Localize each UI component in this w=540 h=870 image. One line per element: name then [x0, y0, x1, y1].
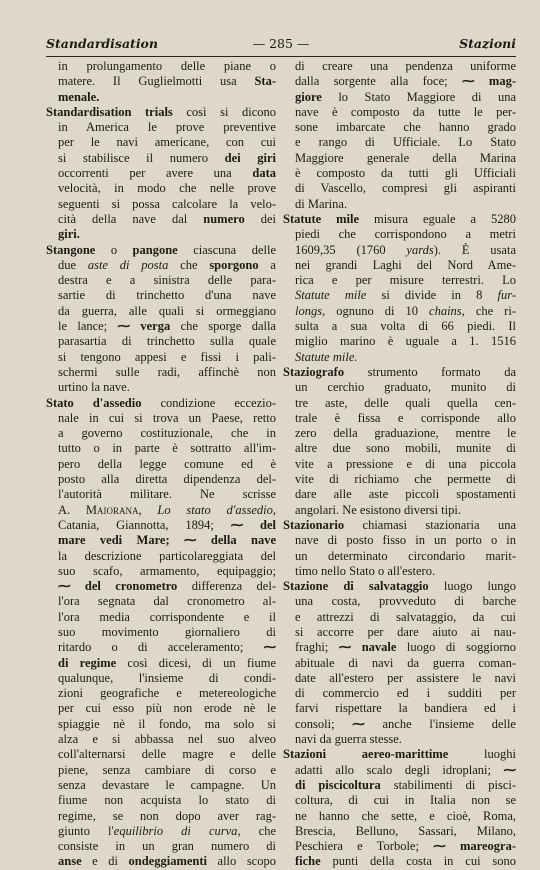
- text-line: [283, 594, 516, 609]
- text-segment: si divide in 8: [366, 288, 498, 303]
- text-line: [46, 288, 276, 303]
- text-segment: posto alla diretta dipendenza del-: [58, 472, 276, 487]
- left-column: [46, 59, 276, 870]
- text-segment: e attrezzi di salvataggio, da cui: [295, 609, 516, 624]
- text-segment: a: [258, 257, 276, 272]
- text-line: [46, 319, 276, 334]
- headword: di regime: [58, 655, 117, 670]
- text-segment: nale in cui si trova un Paese, retto: [58, 410, 276, 425]
- headword: ⁓ mareogra-: [433, 839, 516, 854]
- text-segment: si stabilisce il numero: [58, 150, 225, 165]
- text-segment: Brescia, Belluno, Sassari, Milano,: [295, 823, 516, 838]
- text-segment: di Marina.: [295, 196, 348, 211]
- text-segment: o: [95, 242, 133, 257]
- text-segment: regime, se non dopo aver rag-: [58, 808, 276, 823]
- text-line: [283, 243, 516, 258]
- headword: ⁓: [352, 716, 365, 731]
- text-line: [46, 151, 276, 166]
- text-line: [46, 701, 276, 716]
- text-segment: allo scopo: [207, 854, 276, 869]
- text-segment: abituale di navi da guerra coman-: [295, 655, 516, 670]
- headword: giri.: [58, 227, 80, 242]
- text-segment: anche l'insieme delle: [364, 716, 516, 731]
- text-segment: condizione eccezio-: [141, 395, 277, 410]
- text-line: [46, 304, 276, 319]
- text-line: [46, 380, 276, 395]
- text-line: [283, 74, 516, 89]
- text-line: [46, 640, 276, 655]
- text-line: [283, 197, 516, 212]
- text-segment: zioni geografiche e metereologiche: [58, 686, 276, 701]
- text-line: [283, 824, 516, 839]
- text-line: [283, 380, 516, 395]
- text-segment: nei grandi Laghi del Nord Ame-: [295, 257, 516, 272]
- text-segment: punti della costa in cui sono: [320, 854, 516, 869]
- text-segment: trale è fissa e corrisponde allo: [295, 410, 516, 425]
- text-line: [46, 671, 276, 686]
- text-segment: luoghi: [448, 747, 516, 762]
- text-segment: tutto o in parte è sottratto all'im-: [58, 441, 276, 456]
- text-segment: qualunque, l'insieme di condi-: [58, 670, 276, 685]
- text-segment: coltura, di cui in Italia non se: [295, 793, 516, 808]
- text-line: [46, 763, 276, 778]
- text-line: [283, 518, 516, 533]
- text-segment: zero della graduazione, mentre le: [295, 426, 516, 441]
- text-segment: una costa, provveduto di barche: [295, 594, 516, 609]
- text-line: [283, 839, 516, 854]
- headword: ⁓ mag-: [462, 74, 517, 89]
- text-line: [46, 441, 276, 456]
- text-line: [46, 426, 276, 441]
- text-segment: angolari. Ne esistono diversi tipi.: [295, 502, 461, 517]
- text-line: [283, 288, 516, 303]
- text-segment: schermi sulle radi, affinchè non: [58, 364, 276, 379]
- text-segment: fiume non acquista lo stato di: [58, 793, 276, 808]
- text-line: [283, 365, 516, 380]
- text-segment: stabilimenti di pisci-: [380, 777, 516, 792]
- text-line: [46, 656, 276, 671]
- text-line: [46, 503, 276, 518]
- italic-text: aste di posta: [87, 257, 169, 272]
- right-column: [283, 59, 516, 870]
- text-line: [283, 426, 516, 441]
- headword: Stazionario: [283, 517, 345, 532]
- text-line: [46, 487, 276, 502]
- headword: menale.: [58, 89, 100, 104]
- text-line: [46, 839, 276, 854]
- text-line: [283, 166, 516, 181]
- text-line: [283, 610, 516, 625]
- text-line: [46, 717, 276, 732]
- text-segment: , che: [237, 823, 276, 838]
- italic-text: Statute mile: [295, 288, 367, 303]
- headword: fiche: [295, 854, 321, 869]
- text-segment: 1609,35 (1760: [295, 242, 407, 257]
- text-segment: sone imbarcate che hanno grado: [295, 120, 516, 135]
- text-segment: sulta a sua volta di 66 piedi. Il: [295, 319, 516, 334]
- text-line: [283, 472, 516, 487]
- text-line: [283, 579, 516, 594]
- text-line: [46, 212, 276, 227]
- text-line: [46, 334, 276, 349]
- text-segment: ). È usata: [433, 242, 516, 257]
- text-segment: vite a pressione e di una piccola: [295, 456, 516, 471]
- text-segment: timo nello Stato o all'estero.: [295, 563, 436, 578]
- text-line: [283, 656, 516, 671]
- text-line: [46, 732, 276, 747]
- running-header: [46, 36, 516, 54]
- text-segment: a governo costituzionale, che in: [58, 426, 276, 441]
- headword: pangone: [132, 242, 178, 257]
- text-segment: rica e per misure terrestri. Lo: [295, 273, 516, 288]
- text-line: [46, 594, 276, 609]
- text-line: [283, 258, 516, 273]
- text-segment: senza devastare le campagne. Un: [58, 777, 276, 792]
- text-segment: luogo di soggiorno: [396, 640, 516, 655]
- text-segment: che sporge dalla: [170, 319, 276, 334]
- headword: giore: [295, 89, 322, 104]
- text-line: [283, 747, 516, 762]
- text-line: [46, 227, 276, 242]
- text-line: [46, 59, 276, 74]
- text-line: [283, 854, 516, 869]
- headword: ⁓: [503, 762, 516, 777]
- text-line: [46, 181, 276, 196]
- text-segment: miglio marino è uguale a 1. 1516: [295, 334, 516, 349]
- text-line: [46, 243, 276, 258]
- text-segment: navi da guerra stesse.: [295, 732, 402, 747]
- text-segment: giunto l': [58, 823, 114, 838]
- text-line: [283, 441, 516, 456]
- italic-text: Lo stato d'assedio: [157, 502, 273, 517]
- headword: Sta-: [254, 74, 276, 89]
- header-rule: [46, 56, 516, 57]
- headword: ⁓ del: [230, 517, 276, 532]
- text-line: [46, 854, 276, 869]
- text-segment: da guerra, alle quali si ormeggiano: [58, 303, 276, 318]
- text-segment: nave è composto da tutte le per-: [295, 104, 516, 119]
- text-segment: e rango di Ufficiale. Lo Stato: [295, 135, 516, 150]
- text-segment: velocità, in modo che nelle prove: [58, 181, 276, 196]
- text-segment: dare alle aste piccoli spostamenti: [295, 487, 516, 502]
- headword: data: [252, 166, 276, 181]
- text-segment: suo movimento giornaliero di: [58, 624, 276, 639]
- text-line: [283, 411, 516, 426]
- text-segment: farvi rispettare la bandiera ed i: [295, 701, 516, 716]
- text-line: [283, 487, 516, 502]
- text-line: [283, 334, 516, 349]
- text-line: [46, 457, 276, 472]
- headword: ⁓ navale: [338, 640, 397, 655]
- text-segment: Peschiera e Torbole;: [295, 839, 434, 854]
- text-segment: ,: [272, 502, 277, 517]
- text-line: [46, 135, 276, 150]
- text-line: [283, 671, 516, 686]
- text-segment: di creare una pendenza uniforme: [295, 59, 516, 73]
- text-segment: destra e a sinistra delle para-: [58, 273, 276, 288]
- text-line: [46, 273, 276, 288]
- text-line: [46, 579, 276, 594]
- text-segment: due: [58, 257, 88, 272]
- text-segment: consoli;: [295, 716, 353, 731]
- text-line: [46, 564, 276, 579]
- text-line: [46, 686, 276, 701]
- text-segment: strumento formato da: [344, 364, 516, 379]
- text-segment: misura eguale a 5280: [359, 211, 516, 226]
- text-segment: , che ri-: [461, 303, 516, 318]
- text-segment: l'ora media corrispondente e il: [58, 609, 276, 624]
- headword: mare vedi Mare; ⁓ della nave: [58, 533, 276, 548]
- text-line: [283, 503, 516, 518]
- text-line: [283, 640, 516, 655]
- italic-text: equilibrio di curva: [113, 823, 238, 838]
- text-line: [283, 717, 516, 732]
- text-line: [46, 120, 276, 135]
- text-line: [283, 273, 516, 288]
- text-segment: matere. Il Guglielmotti usa: [58, 74, 255, 89]
- text-segment: consiste in un gran numero di: [58, 839, 276, 854]
- text-segment: luogo lungo: [428, 579, 516, 594]
- headword: Statute mile: [283, 211, 360, 226]
- text-segment: occorrenti per avere una: [58, 166, 253, 181]
- text-segment: Maggiore generale della Marina: [295, 150, 516, 165]
- text-line: [283, 793, 516, 808]
- text-line: [46, 533, 276, 548]
- text-segment: si accorre per dare aiuto ai nau-: [295, 624, 516, 639]
- text-segment: per le navi americane, con cui: [58, 135, 276, 150]
- headword: Stazioni aereo-marittime: [283, 747, 449, 762]
- text-line: [46, 197, 276, 212]
- text-line: [283, 135, 516, 150]
- text-line: [46, 747, 276, 762]
- text-segment: alza e si abbassa nel suo alveo: [58, 732, 276, 747]
- text-segment: nave di posto fisso in un porto o in: [295, 533, 516, 548]
- text-segment: altre due sono mobili, munite di: [295, 441, 516, 456]
- text-line: [283, 304, 516, 319]
- text-segment: per cui esso più non erode nè le: [58, 701, 276, 716]
- text-line: [46, 396, 276, 411]
- text-segment: chiamasi stazionaria una: [344, 517, 516, 532]
- text-segment: così si dicono: [172, 104, 277, 119]
- text-line: [283, 151, 516, 166]
- text-line: [283, 120, 516, 135]
- text-segment: piene, senza cambiare di corso e: [58, 762, 276, 777]
- text-segment: di Vascello, compresi gli aspiranti: [295, 181, 516, 196]
- text-segment: pero della legge comune ed è: [58, 456, 276, 471]
- text-segment: urtino la nave.: [58, 380, 130, 395]
- text-line: [283, 701, 516, 716]
- text-line: [283, 457, 516, 472]
- text-line: [46, 518, 276, 533]
- text-segment: parasartia di trinchetto sulla quale: [58, 334, 276, 349]
- text-line: [46, 166, 276, 181]
- text-line: [283, 350, 516, 365]
- text-segment: in America le prove preventive: [58, 120, 276, 135]
- headword: Stangone: [46, 242, 96, 257]
- text-segment: così dicesi, di un fiume: [116, 655, 276, 670]
- text-line: [283, 212, 516, 227]
- italic-text: yards: [406, 242, 434, 257]
- headword: sporgono: [209, 257, 259, 272]
- text-line: [46, 105, 276, 120]
- text-line: [283, 59, 516, 74]
- text-segment: in prolungamento delle piane o: [58, 59, 276, 73]
- text-segment: dei: [244, 211, 276, 226]
- text-segment: , ognuno di 10: [322, 303, 430, 318]
- text-segment: e di: [81, 854, 129, 869]
- text-line: [283, 533, 516, 548]
- text-line: [46, 793, 276, 808]
- text-segment: ,: [138, 502, 158, 517]
- text-segment: spiaggie nè il fondo, ma solo si: [58, 716, 276, 731]
- text-line: [46, 365, 276, 380]
- text-line: [283, 549, 516, 564]
- text-line: [46, 411, 276, 426]
- headword: Stazione di salvataggio: [283, 579, 429, 594]
- text-segment: Catania, Giannotta, 1894;: [58, 517, 231, 532]
- italic-text: chains: [429, 303, 462, 318]
- text-line: [46, 90, 276, 105]
- headword: ⁓ verga: [117, 319, 171, 334]
- text-segment: lo Stato Maggiore di una: [321, 89, 516, 104]
- text-line: [46, 625, 276, 640]
- text-segment: che: [168, 257, 210, 272]
- text-line: [46, 809, 276, 824]
- text-segment: tre aste, delle quali quella cen-: [295, 395, 516, 410]
- header-left-title: Standardisation: [46, 36, 158, 51]
- text-line: [283, 625, 516, 640]
- text-line: [46, 258, 276, 273]
- page-number: — 285 —: [252, 36, 310, 51]
- text-line: [283, 564, 516, 579]
- headword: Staziografo: [283, 364, 345, 379]
- text-line: [283, 396, 516, 411]
- text-segment: un determinato circondario marit-: [295, 548, 516, 563]
- headword: di piscicoltura: [295, 777, 381, 792]
- text-segment: un cerchio graduato, munito di: [295, 380, 516, 395]
- text-line: [46, 350, 276, 365]
- italic-text: Statute mile.: [295, 349, 358, 364]
- text-line: [283, 763, 516, 778]
- headword: Stato d'assedio: [46, 395, 142, 410]
- headword: ⁓ del cronometro: [58, 579, 178, 594]
- text-segment: seguenti si possa calcolare la velo-: [58, 196, 276, 211]
- text-line: [283, 319, 516, 334]
- text-segment: suo scafo, armamento, equipaggio;: [58, 563, 276, 578]
- headword: numero: [203, 211, 245, 226]
- text-segment: vite di richiamo che permette di: [295, 472, 516, 487]
- text-line: [46, 778, 276, 793]
- text-segment: ciascuna delle: [177, 242, 276, 257]
- text-line: [283, 732, 516, 747]
- text-segment: piedi che corrispondono a metri: [295, 227, 516, 242]
- text-segment: cità della nave dal: [58, 211, 204, 226]
- headword: ondeggiamenti: [128, 854, 207, 869]
- text-segment: A. Maiorana: [58, 502, 139, 517]
- text-segment: date all'estero per assistere le navi: [295, 670, 516, 685]
- text-segment: ne hanno che sette, e cioè, Roma,: [295, 808, 516, 823]
- text-segment: coll'alternarsi delle magre e delle: [58, 747, 276, 762]
- text-segment: dalla sorgente alla foce;: [295, 74, 463, 89]
- headword: Standardisation trials: [46, 104, 173, 119]
- text-segment: sartie di trinchetto d'una nave: [58, 288, 276, 303]
- text-line: [46, 610, 276, 625]
- text-segment: l'autorità militare. Ne scrisse: [58, 487, 276, 502]
- text-segment: adatti allo scalo degli idroplani;: [295, 762, 504, 777]
- italic-text: longs: [295, 303, 323, 318]
- text-line: [283, 227, 516, 242]
- text-segment: differenza del-: [177, 579, 276, 594]
- headword: ⁓: [263, 640, 276, 655]
- header-right-title: Stazioni: [459, 36, 516, 51]
- text-line: [46, 472, 276, 487]
- text-line: [283, 105, 516, 120]
- text-line: [283, 90, 516, 105]
- text-line: [46, 824, 276, 839]
- text-line: [283, 181, 516, 196]
- text-segment: l'ora segnata dal cronometro al-: [58, 594, 276, 609]
- text-line: [283, 778, 516, 793]
- text-segment: la descrizione particolareggiata del: [58, 548, 276, 563]
- text-line: [283, 686, 516, 701]
- text-segment: di commercio ed i sudditi per: [295, 686, 516, 701]
- text-segment: ritardo o di acceleramento;: [58, 640, 264, 655]
- text-segment: le lance;: [58, 319, 118, 334]
- text-line: [283, 809, 516, 824]
- text-segment: fraghi;: [295, 640, 339, 655]
- text-line: [46, 74, 276, 89]
- italic-text: fur-: [497, 288, 516, 303]
- text-segment: si tengono appesi e fissi i pali-: [58, 349, 276, 364]
- headword: anse: [58, 854, 82, 869]
- headword: dei giri: [224, 150, 277, 165]
- text-line: [46, 549, 276, 564]
- text-segment: è composto da tutti gli Ufficiali: [295, 166, 516, 181]
